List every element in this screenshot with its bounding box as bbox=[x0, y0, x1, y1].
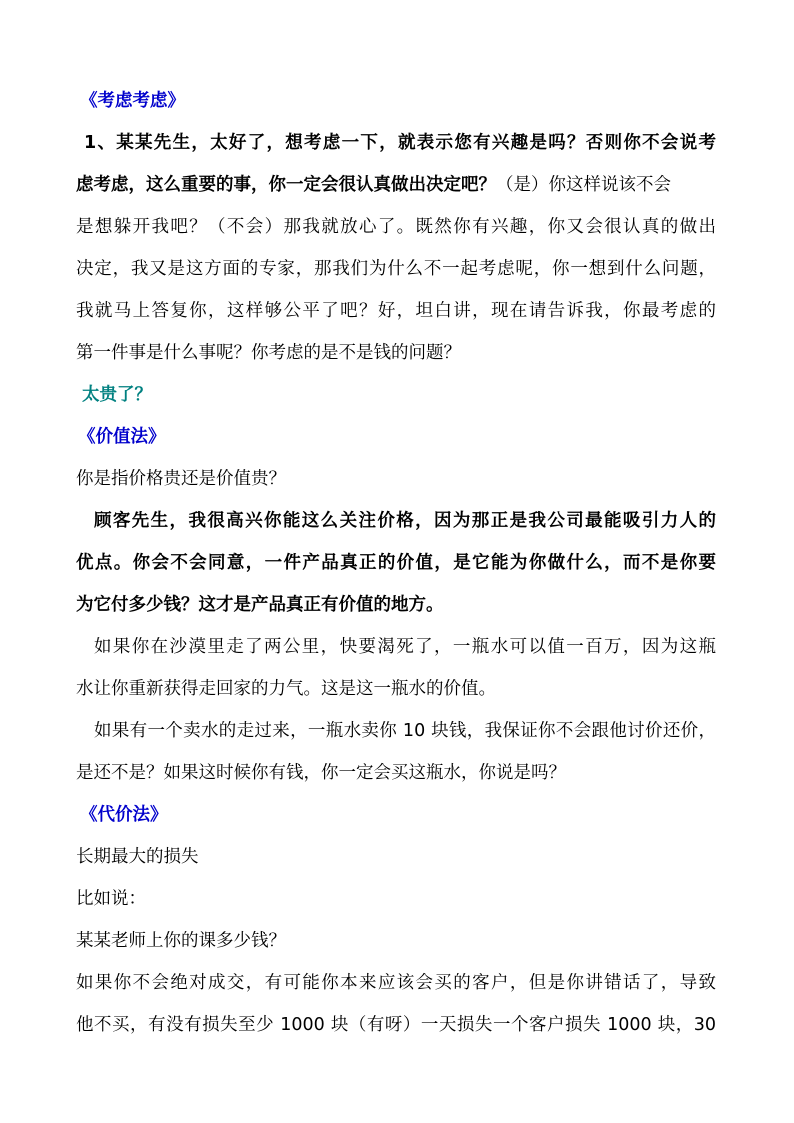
paragraph-line: 决定，我又是这方面的专家，那我们为什么不一起考虑呢，你一想到什么问题， bbox=[76, 259, 716, 279]
paragraph-line: 顾客先生，我很高兴你能这么关注价格，因为那正是我公司最能吸引力人的 bbox=[94, 511, 716, 531]
paragraph-line: 他不买，有没有损失至少 1000 块（有呀）一天损失一个客户损失 1000 块，30 bbox=[76, 1015, 716, 1035]
paragraph-line: 第一件事是什么事呢？你考虑的是不是钱的问题？ bbox=[76, 343, 461, 363]
paragraph-line: 优点。你会不会同意，一件产品真正的价值，是它能为你做什么，而不是你要 bbox=[76, 553, 716, 573]
paragraph-line: 如果有一个卖水的走过来，一瓶水卖你 10 块钱，我保证你不会跟他讨价还价， bbox=[94, 721, 716, 741]
paragraph-line: 我就马上答复你，这样够公平了吧？好，坦白讲，现在请告诉我，你最考虑的 bbox=[76, 301, 716, 321]
paragraph-line: 你是指价格贵还是价值贵？ bbox=[76, 469, 286, 489]
section-heading-consider: 《考虑考虑》 bbox=[80, 91, 185, 111]
paragraph-line: 1、某某先生，太好了，想考虑一下，就表示您有兴趣是吗？否则你不会说考 bbox=[84, 133, 716, 153]
paragraph-line: 水让你重新获得走回家的力气。这是这一瓶水的价值。 bbox=[76, 679, 496, 699]
section-heading-cost-method: 《代价法》 bbox=[80, 805, 168, 825]
paragraph-bold-text: 虑考虑，这么重要的事，你一定会很认真做出决定吧？ bbox=[76, 175, 496, 195]
paragraph-line: 比如说： bbox=[76, 889, 146, 909]
paragraph-line: 某某老师上你的课多少钱？ bbox=[76, 931, 286, 951]
document-page bbox=[76, 80, 716, 1046]
paragraph-line: 为它付多少钱？这才是产品真正有价值的地方。 bbox=[76, 595, 444, 615]
paragraph-line: 是还不是？如果这时候你有钱，你一定会买这瓶水，你说是吗？ bbox=[76, 763, 566, 783]
section-heading-too-expensive: 太贵了？ bbox=[82, 385, 152, 405]
paragraph-line: 是想躲开我吧？（不会）那我就放心了。既然你有兴趣，你又会很认真的做出 bbox=[76, 217, 716, 237]
paragraph-line bbox=[76, 164, 716, 206]
paragraph-line: 如果你在沙漠里走了两公里，快要渴死了，一瓶水可以值一百万，因为这瓶 bbox=[94, 637, 716, 657]
section-heading-value-method: 《价值法》 bbox=[78, 427, 166, 447]
paragraph-line: 如果你不会绝对成交，有可能你本来应该会买的客户，但是你讲错话了，导致 bbox=[76, 973, 716, 993]
paragraph-line: 长期最大的损失 bbox=[76, 847, 199, 867]
paragraph-text: （是）你这样说该不会 bbox=[496, 175, 671, 195]
